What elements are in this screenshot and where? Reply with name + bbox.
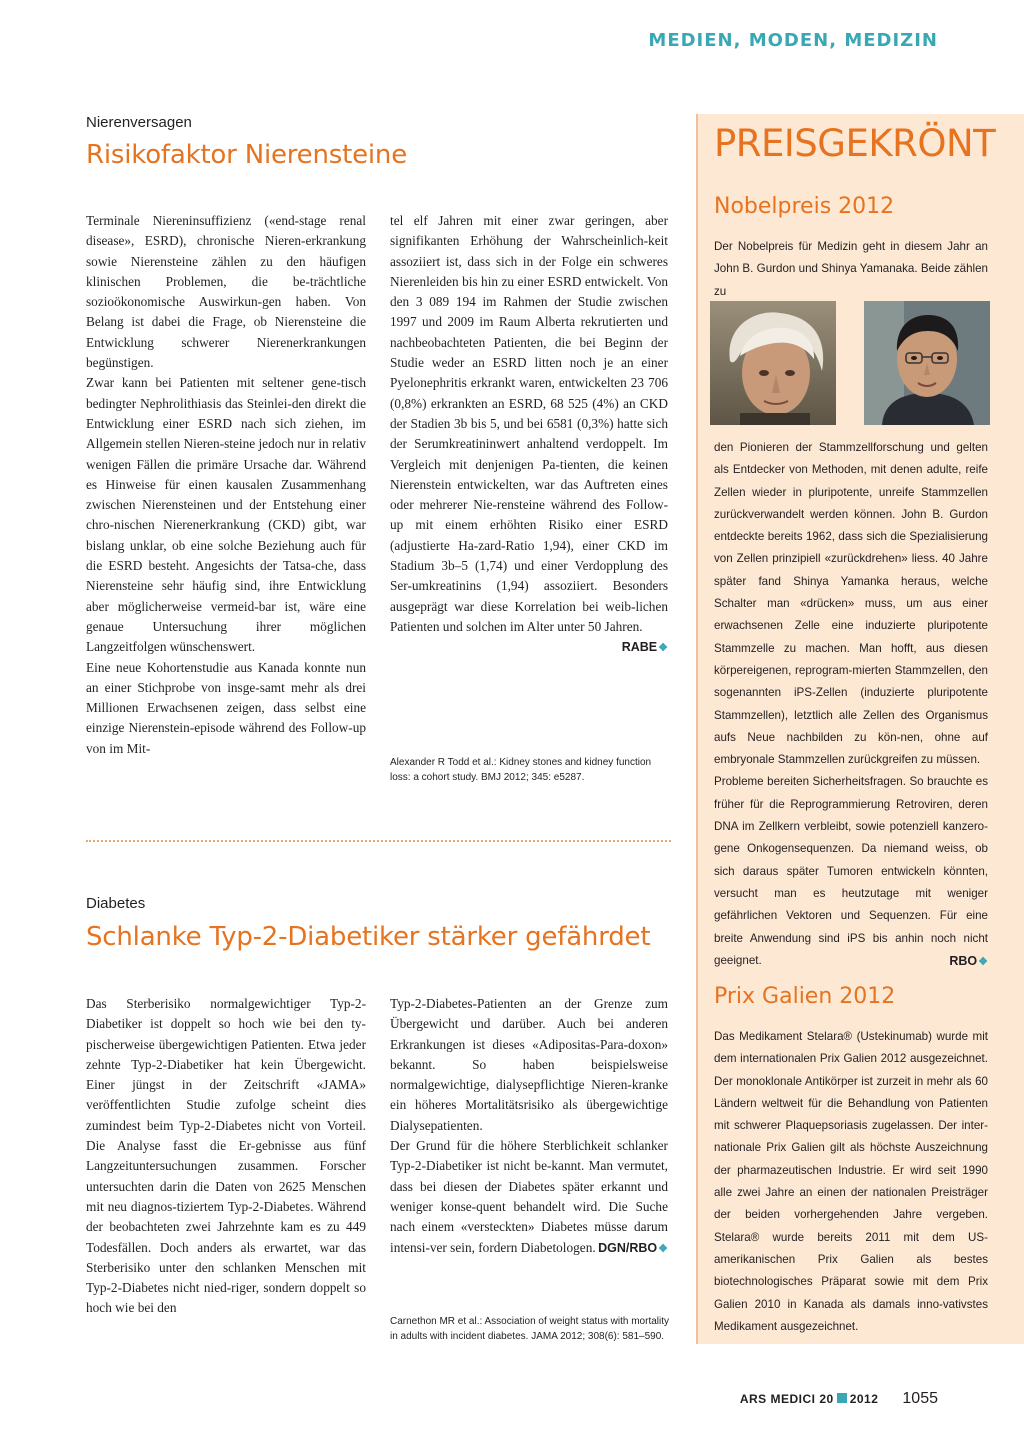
article1-paragraph: Eine neue Kohortenstudie aus Kanada konnte nun an einer Stichprobe von insge-samt mehr als drei Millionen Erwachsenen zeigen, dass selbst eine einzige Nierenstein-episode während des Follow-up von im Mit- — [86, 659, 366, 756]
galien-heading: Prix Galien 2012 — [714, 984, 896, 1009]
article1-kicker: Nierenversagen — [86, 114, 192, 131]
galien-body: Das Medikament Stelara® (Ustekinumab) wurde mit dem internationalen Prix Galien 2012 ausgezeichnet. Der monoklonale Antikörper ist zurzeit in mehr als 60 Ländern weltweit für die Behandlung von Patienten mit schwerer Plaquepsoriasis zugelassen. Der inter-nationale Prix Galien gilt als höchste Auszeichnung der pharmazeutischen Industrie. Er wird seit 1990 alle zwei Jahre an einen der nationalen Preisträger der beiden vorhergehenden Jahre vergeben. Stelara® wurde bereits 2011 mit dem US-amerikanischen Prix Galien als bestes biotechnologisches Präparat sowie mit dem Prix Galien 2010 in Kanada als damals inno-vativstes Medikament ausgezeichnet. — [714, 1030, 988, 1333]
journal-year: 2012 — [849, 1392, 879, 1406]
nobel-paragraph: Probleme bereiten Sicherheitsfragen. So brauchte es früher für die Reprogrammierung Retroviren, deren DNA im Zellkern verbleibt, sowie potenziell kanzero-gene Onkogensequenzen. Da niemand weiss, ob sich daraus später Tumoren entwickeln könnten, versucht man es heutzutage mit weniger gefährlichen Vektoren und Sequenzen. Für eine breite Anwendung sind iPS bis anhin noch nicht geeignet. RBO❖ — [714, 771, 988, 972]
nobel-paragraph: den Pionieren der Stammzellforschung und gelten als Entdecker von Methoden, mit denen adulte, reife Zellen wieder in pluripotente, unreife Stammzellen zurückverwandelt werden können. John B. Gurdon entdeckte bereits 1962, dass sich die Spezialisierung von Zellen prinzipiell «zurückdrehen» liess. 40 Jahre später fand Shinya Yamanka heraus, welche Schalter man «drücken» muss, um aus einer erwachsenen Zelle eine induzierte pluripotente Stammzelle zu machen. Man hofft, aus diesen körpereigenen, reprogram-mierten Stammzellen, den sogenannten iPS-Zellen (induzierte pluripotente Stammzellen), letztlich alle Zellen des Organismus aufs Neue nachbilden zu kön-nen, ohne auf embryonale Stammzellen zurückgreifen zu müssen. — [714, 441, 988, 767]
page-number: 1055 — [902, 1390, 938, 1407]
article2-reference: Carnethon MR et al.: Association of weight status with mortality in adults with incident diabetes. JAMA 2012; 308(6): 581–590. — [390, 1316, 670, 1342]
article1-column-2 — [390, 211, 668, 659]
sidebar-title: PREISGEKRÖNT — [714, 122, 996, 165]
photo-yamanaka — [864, 301, 990, 425]
article1-paragraph: Zwar kann bei Patienten mit seltener gene-tisch bedingter Nephrolithiasis das Steinlei-den direkt die Entwicklung einer ESRD nach sich ziehen, im Allgemein stellen Nieren-steine jedoch nur in relativ wenigen Fällen die primäre Ursache dar. Während es Hinweise für einen kausalen Zusammenhang zwischen Nierensteinen und der Entstehung einer chro-nischen Nierenerkrankung (CKD) gibt, war bislang unklar, ob eine solche Beziehung auch für die ESRD besteht. Angesichts der Tatsa-che, dass Nierensteine sehr häufig sind, ihre Entwicklung aber möglicherweise vermeid-bar ist, wäre eine genaue Untersuchung ihrer möglichen Langzeitfolgen wünschenswert. — [86, 375, 366, 655]
article2-column-1 — [86, 994, 366, 1319]
article1-signature: RABE❖ — [621, 640, 668, 655]
article2-paragraph: Das Sterberisiko normalgewichtiger Typ-2-Diabetiker ist doppelt so hoch wie bei den ty-pischerweise übergewichtigen Patienten. Etwa jeder zehnte Typ-2-Diabetiker hat kein Übergewicht. Einer jüngst in der Zeitschrift «JAMA» veröffentlichten Studie zufolge scheint dies zumindest beim Typ-2-Diabetes nicht von Vorteil. Die Analyse fasst die Er-gebnisse aus fünf Langzeituntersuchungen zusammen. Forscher untersuchten darin die Daten von 2625 Menschen mit neu diagnos-tiziertem Typ-2-Diabetes. Während der beobachteten zwei Jahrzehnte kam es zu 449 Todesfällen. Doch anders als erwartet, war das Sterberisiko unter den schlanken Menschen mit Typ-2-Diabetes nicht nied-riger, sondern doppelt so hoch wie bei den — [86, 996, 366, 1316]
sidebar-box — [696, 114, 1024, 1344]
nobel-signature: RBO❖ — [949, 953, 988, 968]
diamond-icon: ❖ — [658, 642, 668, 655]
article2-signature: DGN/RBO❖ — [598, 1240, 668, 1255]
photo-gurdon — [710, 301, 836, 425]
journal-name: ARS MEDICI 20 — [739, 1392, 834, 1406]
diamond-icon: ❖ — [658, 1242, 668, 1255]
page-footer — [740, 1390, 938, 1408]
article1-paragraph: Terminale Niereninsuffizienz («end-stage renal disease», ESRD), chronische Nieren-erkrankung sowie Nierensteine zählen zu den häufigen klinischen Problemen, die be-trächtliche sozioökonomische Auswirkun-gen haben. Von Belang ist dabei die Frage, ob Nierensteine die Entwicklung schwerer Nierenerkrankungen begünstigen. — [86, 213, 366, 371]
diamond-icon: ❖ — [978, 955, 988, 968]
article1-reference: Alexander R Todd et al.: Kidney stones and kidney function loss: a cohort study. BMJ 2012; 345: e5287. — [390, 757, 652, 783]
article2-column-2 — [390, 994, 668, 1259]
article-divider — [86, 840, 671, 842]
nobel-body — [714, 437, 988, 973]
article2-kicker: Diabetes — [86, 895, 146, 912]
article1-headline: Risikofaktor Nierensteine — [86, 140, 407, 170]
article2-paragraph: Typ-2-Diabetes-Patienten an der Grenze zum Übergewicht und darüber. Auch bei anderen Erkrankungen ist dieses «Adipositas-Para-doxon» bekannt. So haben beispielsweise normalgewichtige, dialysepflichtige Nieren-kranke ein höheres Mortalitätsrisiko als übergewichtige Dialysepatienten. — [390, 996, 668, 1133]
section-header: MEDIEN, MODEN, MEDIZIN — [648, 30, 938, 51]
square-icon — [837, 1393, 847, 1403]
nobel-heading: Nobelpreis 2012 — [714, 194, 895, 219]
article1-column-1 — [86, 211, 366, 759]
nobel-intro: Der Nobelpreis für Medizin geht in diesem Jahr an John B. Gurdon und Shinya Yamanaka. Beide zählen zu — [714, 240, 988, 298]
article2-paragraph: Der Grund für die höhere Sterblichkeit schlanker Typ-2-Diabetiker ist nicht be-kannt. Man vermutet, dass bei diesen der Diabetes später erkannt und weniger konse-quent behandelt wird. Die Suche nach einem «versteckten» Diabetes müsse darum intensi-ver sein, fordern Diabetologen. DGN/RBO❖ — [390, 1136, 668, 1258]
article1-paragraph: tel elf Jahren mit einer zwar geringen, aber signifikanten Erhöhung der Wahrscheinlich-keit assoziiert ist, dass sich in der Folge ein schweres Nierenleiden bis hin zu einer ESRD entwickelt. Von den 3 089 194 im Rahmen der Studie zwischen 1997 und 2009 im Raum Alberta rekrutierten und nachbeobachteten Patienten, die bei Beginn der Studie weder an ESRD litten noch je an einer Pyelonephritis erkrankt waren, entwickelten 23 706 (0,8%) erkrankten an ESRD, 68 525 (4%) an CKD der Stadien 3b bis 5, und bei 6581 (0,3%) hatte sich der Serumkreatininwert anhaltend verdoppelt. Im Vergleich mit denjenigen Pa-tienten, die keinen Nierenstein entwickelten, war das Auftreten eines oder mehrerer Nie-rensteine während des Follow-up mit einem erhöhten Risiko einer ESRD (adjustierte Ha-zard-Ratio 1,94), einer CKD im Stadium 3b–5 (1,74) und einer Verdopplung des Ser-umkreatinins (1,94) assoziiert. Besonders ausgeprägt war diese Korrelation bei weib-lichen Patienten und solchen im Alter unter 50 Jahren. RABE❖ — [390, 211, 668, 637]
article2-headline: Schlanke Typ-2-Diabetiker stärker gefährdet — [86, 922, 651, 952]
